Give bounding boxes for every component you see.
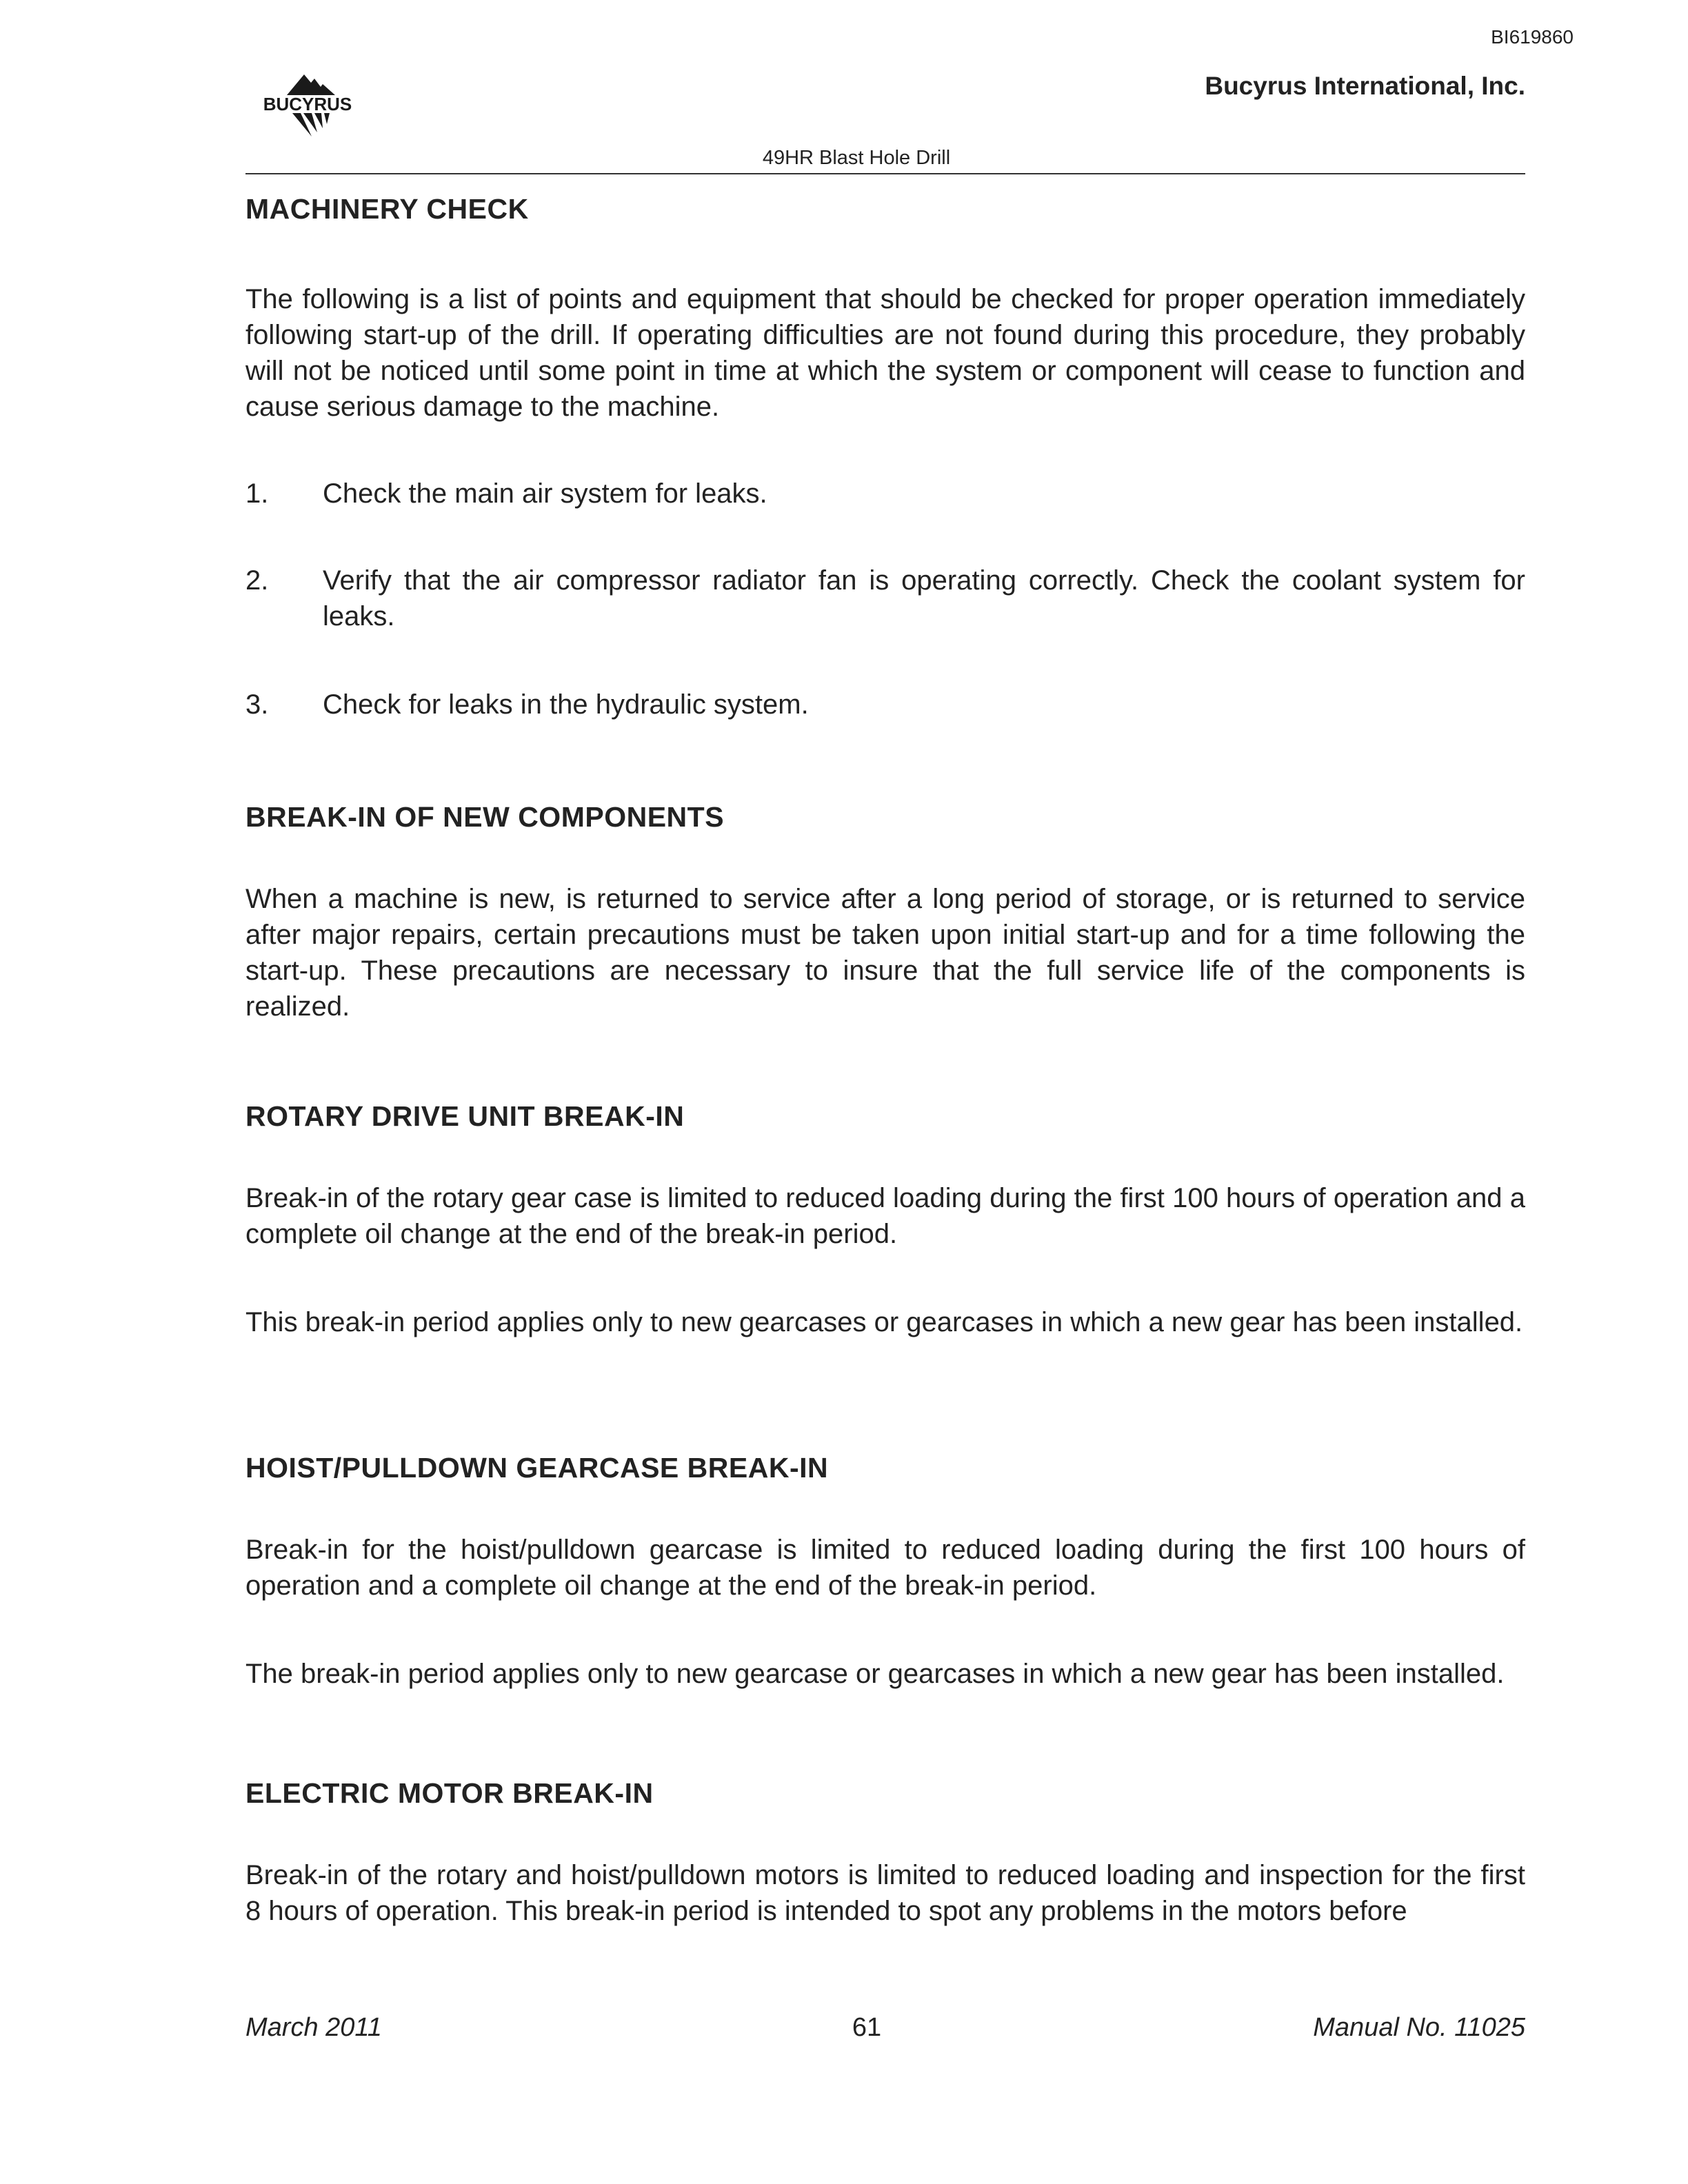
list-number: 2. [245, 565, 269, 596]
heading-machinery-check: MACHINERY CHECK [245, 193, 529, 225]
paragraph-rotary-2: This break-in period applies only to new gearcases or gearcases in which a new gear has been installed. [245, 1307, 1523, 1337]
header-rule [245, 173, 1525, 174]
heading-rotary-drive-break-in: ROTARY DRIVE UNIT BREAK-IN [245, 1100, 685, 1132]
heading-break-in-new-components: BREAK-IN OF NEW COMPONENTS [245, 801, 725, 833]
footer-page-number: 61 [852, 2013, 882, 2042]
document-id: BI619860 [1491, 26, 1574, 48]
heading-hoist-pulldown-break-in: HOIST/PULLDOWN GEARCASE BREAK-IN [245, 1452, 829, 1484]
bucyrus-logo [245, 69, 370, 152]
list-text: Check the main air system for leaks. [323, 478, 767, 509]
paragraph-machinery-intro: The following is a list of points and equipment that should be checked for proper operation immediately following start-up of the drill. If operating difficulties are not found during this procedure, they probably will not be noticed until some point in time at which the system or component will cease to function and cause serious damage to the machine. [245, 284, 1525, 422]
heading-electric-motor-break-in: ELECTRIC MOTOR BREAK-IN [245, 1777, 654, 1809]
paragraph-rotary-1: Break-in of the rotary gear case is limited to reduced loading during the first 100 hours of operation and a complete oil change at the end of the break-in period. [245, 1183, 1525, 1249]
list-text: Check for leaks in the hydraulic system. [323, 689, 809, 720]
list-number: 1. [245, 478, 269, 509]
footer-date: March 2011 [245, 2013, 382, 2042]
paragraph-break-in: When a machine is new, is returned to service after a long period of storage, or is returned to service after major repairs, certain precautions must be taken upon initial start-up and for a time following the start-up. These precautions are necessary to insure that the full service life of the components is realized. [245, 884, 1525, 1022]
paragraph-hoist-1: Break-in for the hoist/pulldown gearcase is limited to reduced loading during the first 100 hours of operation and a complete oil change at the end of the break-in period. [245, 1535, 1525, 1601]
logo-text: BUCYRUS [263, 94, 352, 114]
list-text: Verify that the air compressor radiator fan is operating correctly. Check the coolant system for leaks. [323, 565, 1525, 631]
document-subtitle: 49HR Blast Hole Drill [762, 147, 951, 169]
list-item [245, 476, 1525, 512]
company-name: Bucyrus International, Inc. [1205, 72, 1525, 100]
paragraph-motor: Break-in of the rotary and hoist/pulldown motors is limited to reduced loading and inspection for the first 8 hours of operation. This break-in period is intended to spot any problems in the motors before [245, 1860, 1525, 1926]
footer-manual-number: Manual No. 11025 [1313, 2013, 1525, 2042]
paragraph-hoist-2: The break-in period applies only to new gearcase or gearcases in which a new gear has been installed. [245, 1659, 1505, 1689]
list-item [245, 687, 1525, 722]
list-number: 3. [245, 689, 269, 720]
list-item [245, 563, 1525, 634]
